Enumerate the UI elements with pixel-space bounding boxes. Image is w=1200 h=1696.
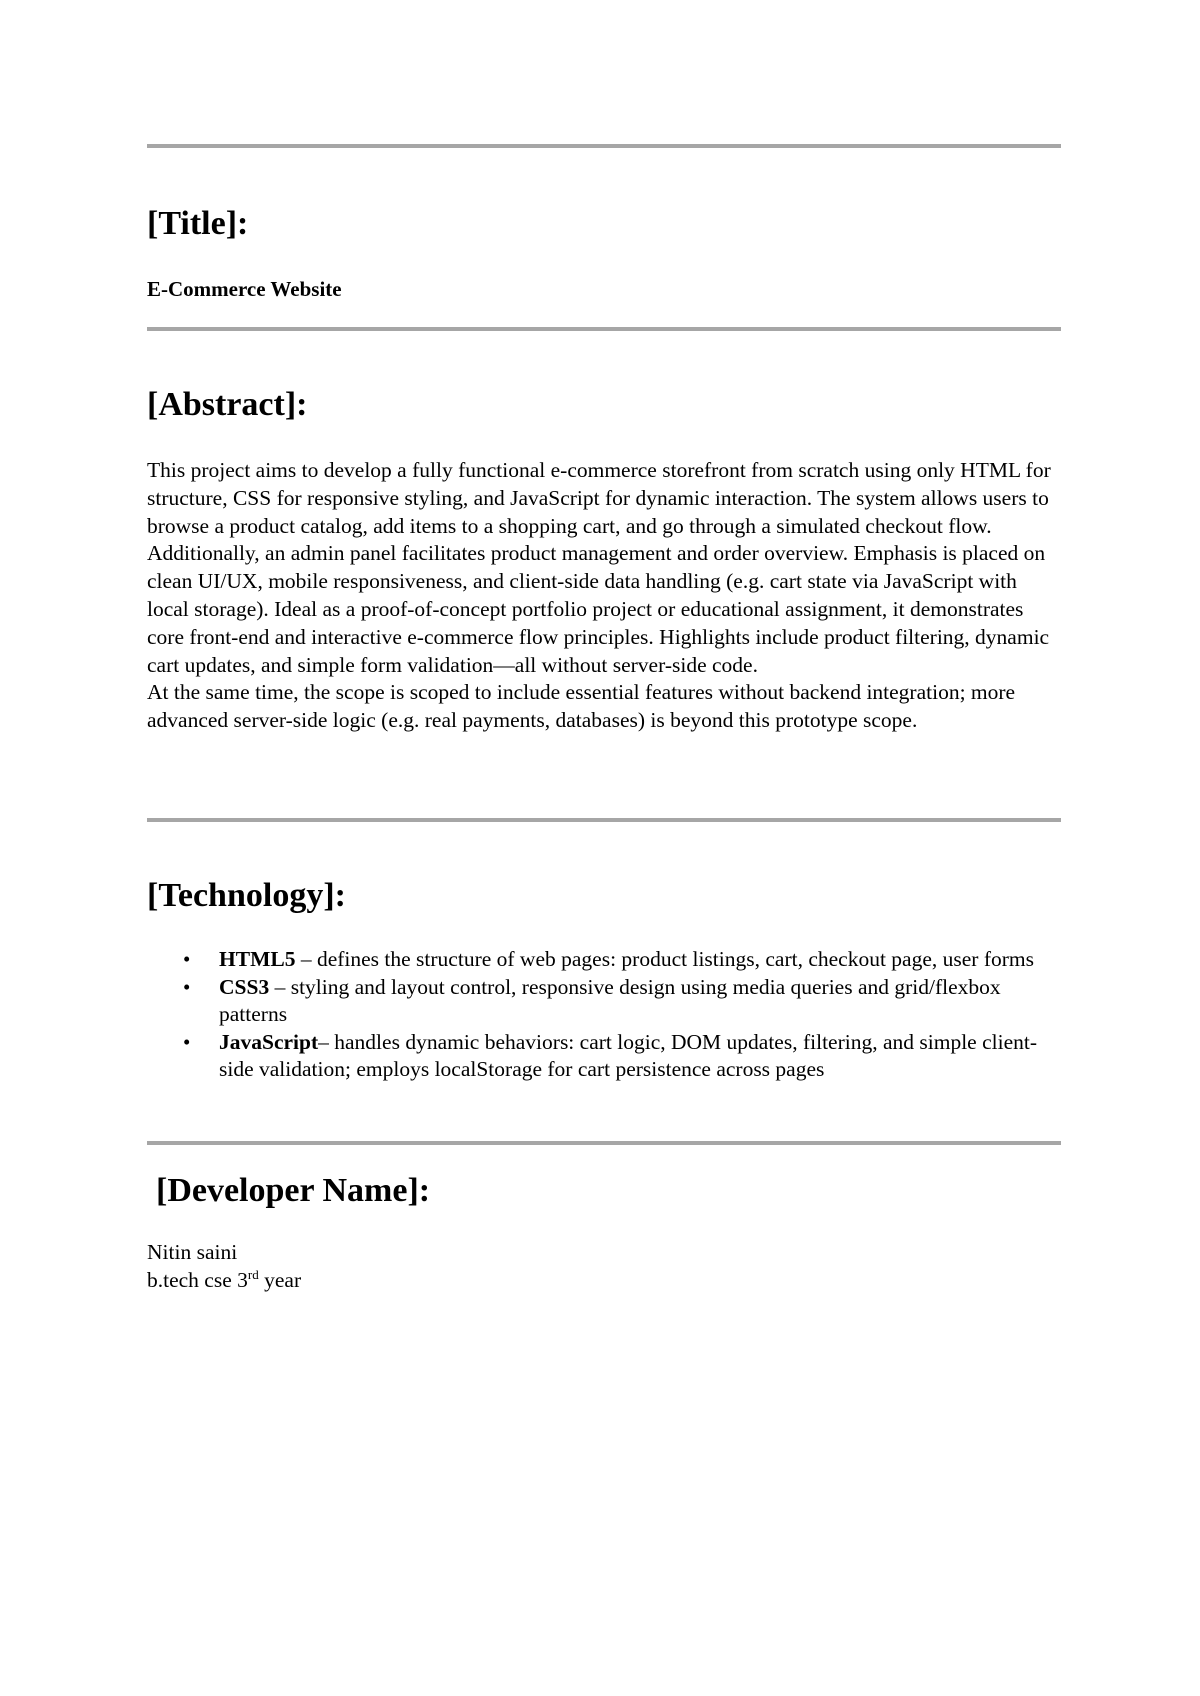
- horizontal-rule: [147, 818, 1061, 822]
- abstract-section-heading: [Abstract]:: [147, 386, 308, 423]
- list-item: [147, 1029, 1061, 1084]
- technology-description: – styling and layout control, responsive design using media queries and grid/flexbox patterns: [219, 974, 1001, 1026]
- course-text: b.tech cse 3: [147, 1268, 248, 1292]
- technology-description: – defines the structure of web pages: product listings, cart, checkout page, user forms: [295, 947, 1034, 971]
- developer-section-heading: [Developer Name]:: [156, 1172, 431, 1209]
- abstract-paragraph: This project aims to develop a fully functional e-commerce storefront from scratch using only HTML for structure, CSS for responsive styling, and JavaScript for dynamic interaction. The system allows users to browse a product catalog, add items to a shopping cart, and go through a simulated checkout flow. Additionally, an admin panel facilitates product management and order overview. Emphasis is placed on clean UI/UX, mobile responsiveness, and client-side data handling (e.g. cart state via JavaScript with local storage). Ideal as a proof-of-concept portfolio project or educational assignment, it demonstrates core front-end and interactive e-commerce flow principles. Highlights include product filtering, dynamic cart updates, and simple form validation—all without server-side code.: [147, 458, 1051, 677]
- bullet-icon: •: [183, 974, 191, 999]
- technology-description: – handles dynamic behaviors: cart logic, DOM updates, filtering, and simple client-side validation; employs localStorage for cart persistence across pages: [219, 1029, 1038, 1081]
- project-title: E-Commerce Website: [147, 277, 342, 301]
- horizontal-rule: [147, 144, 1061, 148]
- developer-name: Nitin saini: [147, 1240, 238, 1264]
- technology-term: JavaScript: [219, 1029, 319, 1054]
- abstract-paragraph: At the same time, the scope is scoped to include essential features without backend integration; more advanced server-side logic (e.g. real payments, databases) is beyond this prototype scope.: [147, 680, 1016, 733]
- abstract-text: [147, 457, 1061, 735]
- list-item: [147, 946, 1061, 974]
- developer-course: [147, 1266, 301, 1294]
- bullet-icon: •: [183, 947, 191, 971]
- course-ordinal-superscript: rd: [247, 1267, 259, 1282]
- technology-term: HTML5: [219, 947, 296, 971]
- technology-section-heading: [Technology]:: [147, 877, 346, 914]
- list-item: [147, 974, 1061, 1029]
- bullet-icon: •: [183, 1029, 191, 1054]
- title-section-heading: [Title]:: [147, 205, 249, 242]
- course-year-text: year: [258, 1268, 302, 1292]
- horizontal-rule: [147, 1141, 1061, 1145]
- technology-term: CSS3: [219, 974, 270, 999]
- horizontal-rule: [147, 327, 1061, 331]
- technology-list: [147, 946, 1061, 1084]
